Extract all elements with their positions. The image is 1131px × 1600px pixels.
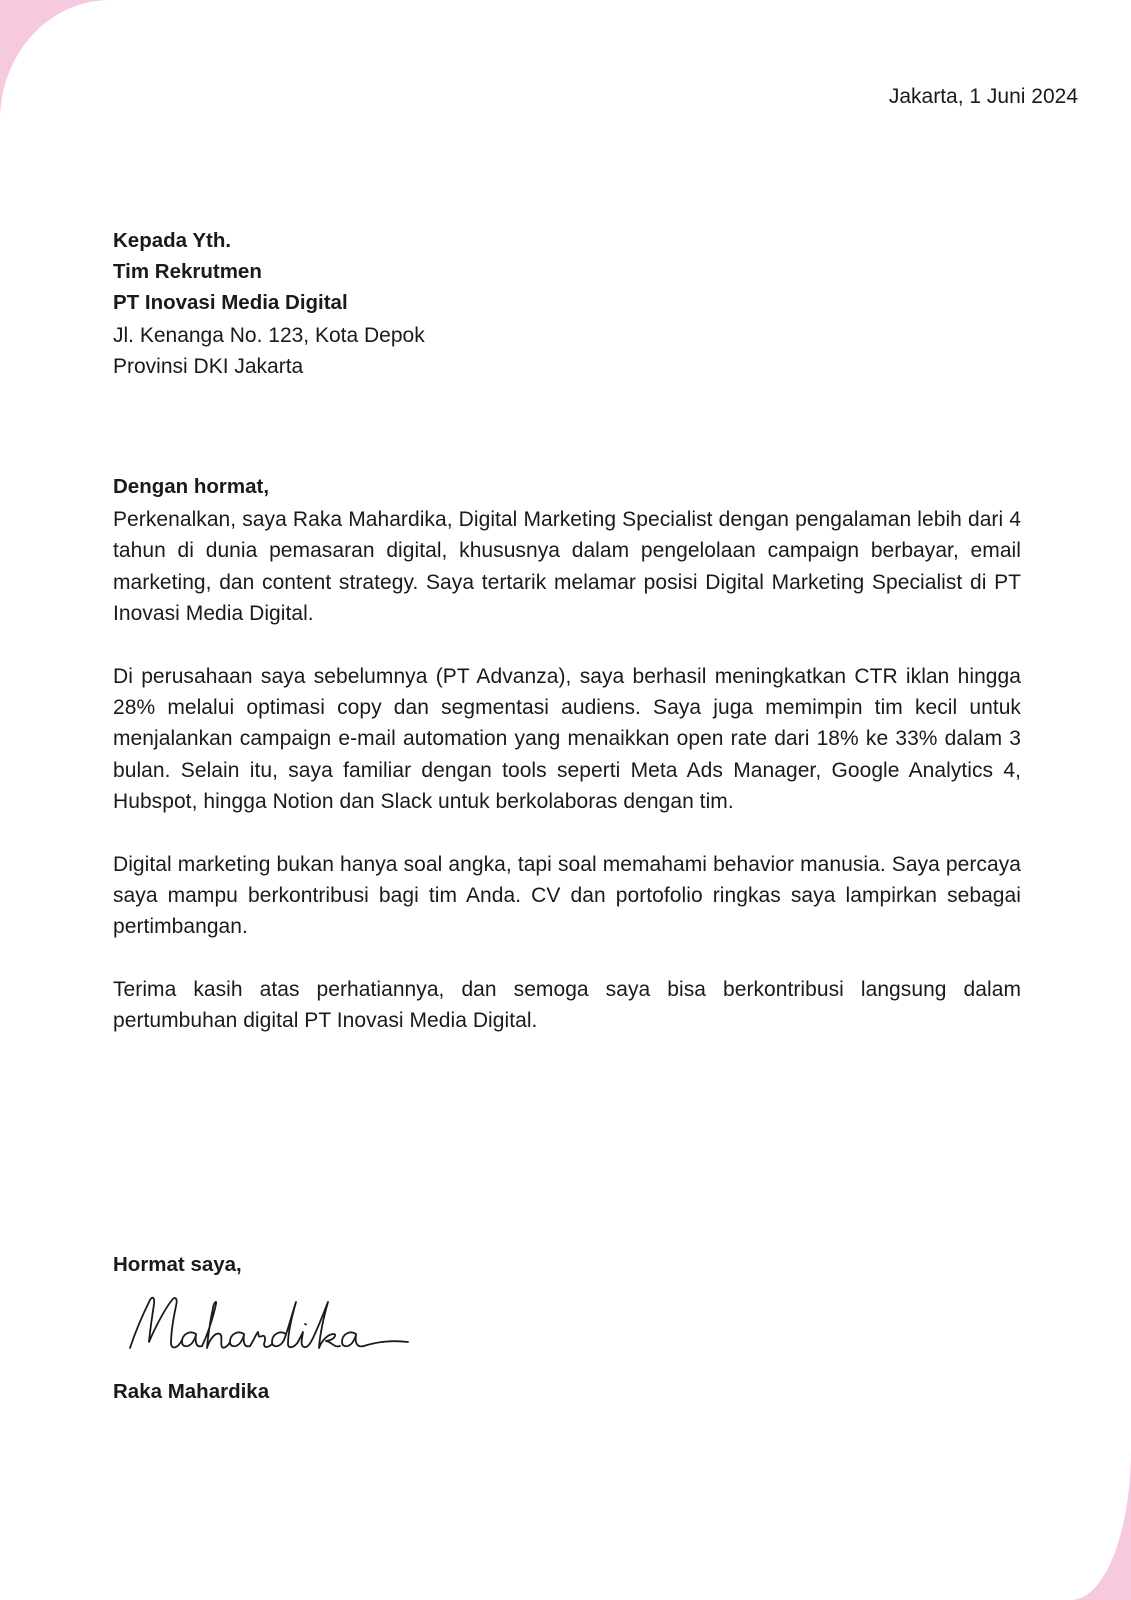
signature [124, 1290, 414, 1360]
paragraph-introduction: Perkenalkan, saya Raka Mahardika, Digital Marketing Specialist dengan pengalaman lebih dari 4 tahun di dunia pemasaran digital, khususnya dalam pengelolaan campaign berbayar, email marketing, dan content strategy. Saya tertarik melamar posisi Digital Marketing Specialist di PT Inovasi Media Digital. [113, 508, 1021, 626]
letter-date: Jakarta, 1 Juni 2024 [888, 85, 1078, 108]
recipient-team: Tim Rekrutmen [113, 260, 262, 283]
closing-phrase: Hormat saya, [113, 1253, 242, 1276]
recipient-company: PT Inovasi Media Digital [113, 291, 348, 314]
signer-name: Raka Mahardika [113, 1380, 270, 1403]
paragraph-experience: Di perusahaan saya sebelumnya (PT Advanza), saya berhasil meningkatkan CTR iklan hingga 28% melalui optimasi copy dan segmentasi audiens. Saya juga memimpin tim kecil untuk menjalankan campaign e-mail automation yang menaikkan open rate dari 18% ke 33% dalam 3 bulan. Selain itu, saya familiar dengan tools seperti Meta Ads Manager, Google Analytics 4, Hubspot, hingga Notion dan Slack untuk berkolaboras dengan tim. [113, 664, 1021, 814]
recipient-salutation: Kepada Yth. [113, 229, 232, 252]
recipient-address-street: Jl. Kenanga No. 123, Kota Depok [113, 324, 425, 347]
paragraph-closing: Terima kasih atas perhatiannya, dan semoga saya bisa berkontribusi langsung dalam pertumbuhan digital PT Inovasi Media Digital. [113, 977, 1021, 1033]
greeting: Dengan hormat, [113, 475, 270, 498]
recipient-address-province: Provinsi DKI Jakarta [113, 355, 304, 378]
letter-body [113, 470, 1021, 1068]
recipient-block [113, 225, 425, 382]
paragraph-motivation: Digital marketing bukan hanya soal angka, tapi soal memahami behavior manusia. Saya percaya saya mampu berkontribusi bagi tim Anda. CV dan portofolio ringkas saya lampirkan sebagai pertimbangan. [113, 852, 1021, 939]
